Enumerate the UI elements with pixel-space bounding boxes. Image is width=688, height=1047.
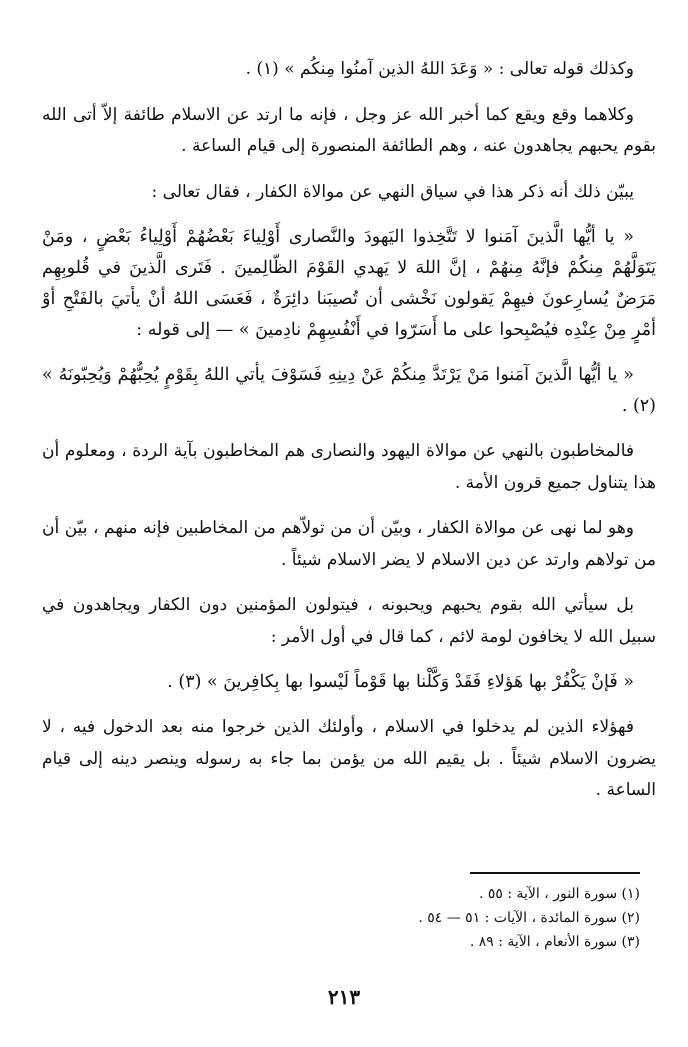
paragraph: يبيّن ذلك أنه ذكر هذا في سياق النهي عن موالاة الكفار ، فقال تعالى : [151, 181, 634, 202]
footnote: (٣) سورة الأنعام ، الآية : ٨٩ . [469, 934, 640, 950]
quran-quote: « يا أيُّها الَّذينَ آمَنوا لا تَتَّخِذوا اليَهودَ والنَّصارى أَوْلِياءَ بَعْضُهُمْ أَوْلِياءُ بَعْضٍ ، ومَنْ يَتَوَلَّهُمْ مِنكُمْ فإنَّهُ مِنهُمْ ، إنَّ اللهَ لا يَهدي القَوْمَ الظّالِمينَ . فَتَرى الَّذينَ في قُلوبِهِم مَرَضٌ يُسارِعونَ فيهِمْ يَقولون نَخْشى أن تُصيبَنا دائِرَةٌ ، فَعَسَى اللهُ أنْ يأتيَ بالفَتْحِ أوْ أمْرٍ مِنْ عِنْدِه فيُصْبِحوا على ما أَسَرّوا في أَنْفُسِهِمْ نادِمينَ » — إلى قوله : [42, 227, 657, 340]
page-body [42, 54, 656, 821]
paragraph: وكذلك قوله تعالى : « وَعَدَ اللهُ الذين آمنُوا مِنكُم » (١) . [245, 59, 634, 79]
paragraph: بل سيأتي الله بقوم يحبهم ويحبونه ، فيتولون المؤمنين دون الكفار ويجاهدون في سبيل الله لا يخافون لومة لائم ، كما قال في أول الأمر : [42, 595, 656, 647]
quran-quote: « يا أيُّها الَّذينَ آمَنوا مَنْ يَرْتَدَّ مِنكُمْ عَنْ دِينِهِ فَسَوْفَ يأتي اللهُ بِقَوْمٍ يُحِبُّهُمْ وَيُحِبّونَهُ » (٢) . [42, 365, 656, 416]
footnote: (١) سورة النور ، الآية : ٥٥ . [478, 886, 640, 902]
paragraph: وكلاهما وقع ويقع كما أخبر الله عز وجل ، فإنه ما ارتد عن الاسلام طائفة إلاّ أتى الله بقوم يحبهم يجاهدون عنه ، وهم الطائفة المنصورة إلى قيام الساعة . [42, 104, 656, 156]
quran-quote: « فَإنْ يَكْفُرْ بها هَؤلاءِ فَقَدْ وَكَّلْنا بها قَوْماً لَيْسوا بها بِكافِرينَ » (٣) . [167, 672, 634, 692]
footnote: (٢) سورة المائدة ، الآيات : ٥١ — ٥٤ . [418, 910, 640, 926]
paragraph: وهو لما نهى عن موالاة الكفار ، وبيّن أن من تولاّهم من المخاطبين فإنه منهم ، بيّن أن من تولاهم وارتد عن دين الاسلام لا يضر الاسلام شيئاً . [42, 518, 656, 570]
footnotes [250, 882, 640, 954]
footnote-separator [470, 872, 640, 874]
paragraph: فهؤلاء الذين لم يدخلوا في الاسلام ، وأولئك الذين خرجوا منه بعد الدخول فيه ، لا يضرون الاسلام شيئاً . بل يقيم الله من يؤمن بما جاء به رسوله وينصر دينه إلى قيام الساعة . [42, 717, 656, 800]
page-number: ٢١٣ [327, 985, 361, 1009]
paragraph: فالمخاطبون بالنهي عن موالاة اليهود والنصارى هم المخاطبون بآية الردة ، ومعلوم أن هذا يتناول جميع قرون الأمة . [42, 441, 656, 493]
